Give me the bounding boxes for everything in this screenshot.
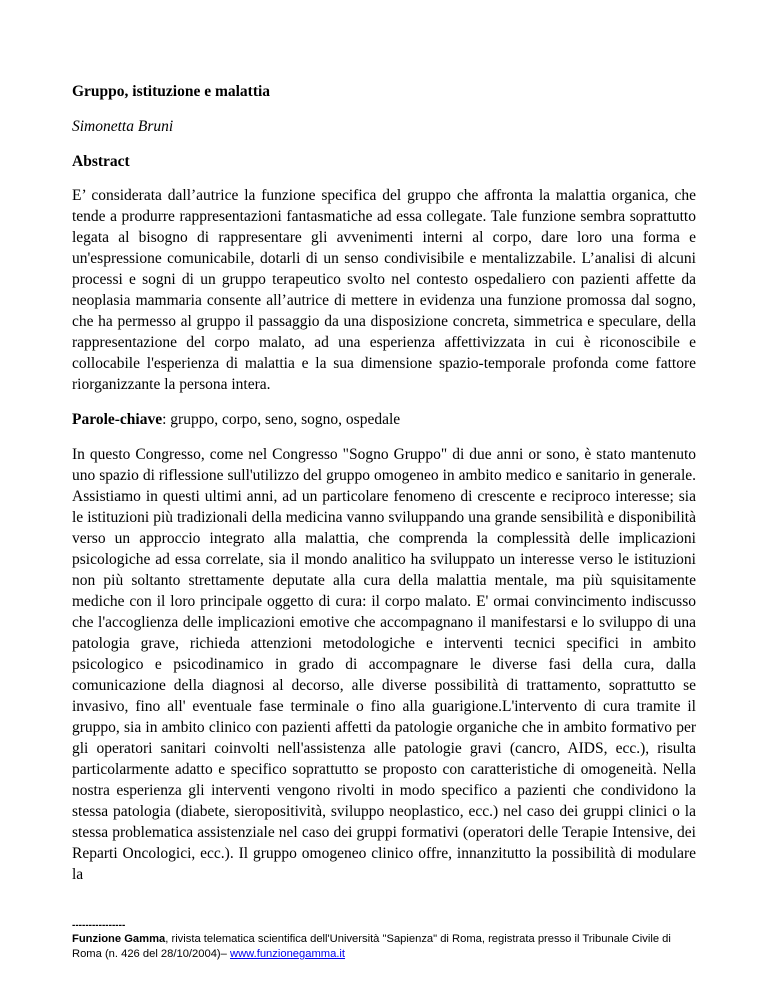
keywords-line	[72, 409, 696, 430]
footer-journal-name: Funzione Gamma	[72, 933, 166, 945]
paper-author: Simonetta Bruni	[72, 118, 174, 135]
keywords-list: : gruppo, corpo, seno, sogno, ospedale	[162, 411, 401, 428]
abstract-heading: Abstract	[72, 153, 130, 170]
paper-title: Gruppo, istituzione e malattia	[72, 83, 271, 100]
footer-rule: ----------------	[72, 920, 126, 931]
footer-text: , rivista telematica scientifica dell'Università "Sapienza" di Roma, registrata presso il Tribunale Civile di Roma (n. 426 del 28/10/2004)–	[72, 933, 671, 960]
footer-citation	[72, 932, 696, 962]
page-footer	[72, 920, 696, 962]
body-paragraph: In questo Congresso, come nel Congresso "Sogno Gruppo" di due anni or sono, è stato mantenuto uno spazio di riflessione sull'utilizzo del gruppo omogeneo in ambito medico e sanitario in generale. Assistiamo in questi ultimi anni, ad un particolare fenomeno di crescente e reciproco interesse; sia le istituzioni più tradizionali della medicina vanno sviluppando una grande sensibilità e disponibilità verso un approccio integrato alla malattia, che comprenda la complessità delle implicazioni psicologiche ad essa correlate, sia il mondo analitico ha sviluppato un interesse verso le istituzioni non più soltanto strettamente deputate alla cura della malattia mentale, ma più squisitamente mediche con il loro principale oggetto di cura: il corpo malato. E' ormai convincimento indiscusso che l'accoglienza delle implicazioni emotive che accompagnano il manifestarsi e lo sviluppo di una patologia grave, richieda attenzioni metodologiche e interventi tecnici specifici in ambito psicologico e psicodinamico in grado di accompagnare le diverse fasi della cura, dalla comunicazione della diagnosi al decorso, alle diverse possibilità di trattamento, soprattutto se invasivo, fino all' eventuale fase terminale o fino alla guarigione.L'intervento di cura tramite il gruppo, sia in ambito clinico con pazienti affetti da patologie organiche che in ambito formativo per gli operatori sanitari coinvolti nell'assistenza alle patologie gravi (cancro, AIDS, ecc.), risulta particolarmente adatto e specifico soprattutto se proposto con caratteristiche di omogeneità. Nella nostra esperienza gli interventi vengono rivolti in modo specifico a pazienti che condividono la stessa patologia (diabete, sieropositività, sviluppo neoplastico, ecc.) nel caso dei gruppi clinici o la stessa problematica assistenziale nel caso dei gruppi formativi (operatori delle Terapie Intensive, dei Reparti Oncologici, ecc.). Il gruppo omogeneo clinico offre, innanzitutto la possibilità di modulare la	[72, 446, 696, 883]
footer-website-link[interactable]: www.funzionegamma.it	[229, 948, 346, 960]
keywords-label: Parole-chiave	[72, 411, 163, 428]
abstract-text: E’ considerata dall’autrice la funzione specifica del gruppo che affronta la malattia organica, che tende a produrre rappresentazioni fantasmatiche ad essa collegate. Tale funzione sembra soprattutto legata al bisogno di rappresentare gli avvenimenti interni al corpo, dare loro una forma e un'espressione comunicabile, dotarli di un senso condivisibile e mentalizzabile. L’analisi di alcuni processi e sogni di un gruppo terapeutico svolto nel contesto ospedaliero con pazienti affette da neoplasia mammaria consente all’autrice di mettere in evidenza una funzione promossa dal sogno, che ha permesso al gruppo il passaggio da una disposizione concreta, simmetrica e speculare, della rappresentazione del corpo malato, ad una esperienza affettivizzata in cui è riconoscibile e collocabile l'esperienza di malattia e la sua dimensione spazio-temporale profonda come fattore riorganizzante la persona intera.	[72, 187, 696, 393]
document-page	[72, 81, 696, 885]
